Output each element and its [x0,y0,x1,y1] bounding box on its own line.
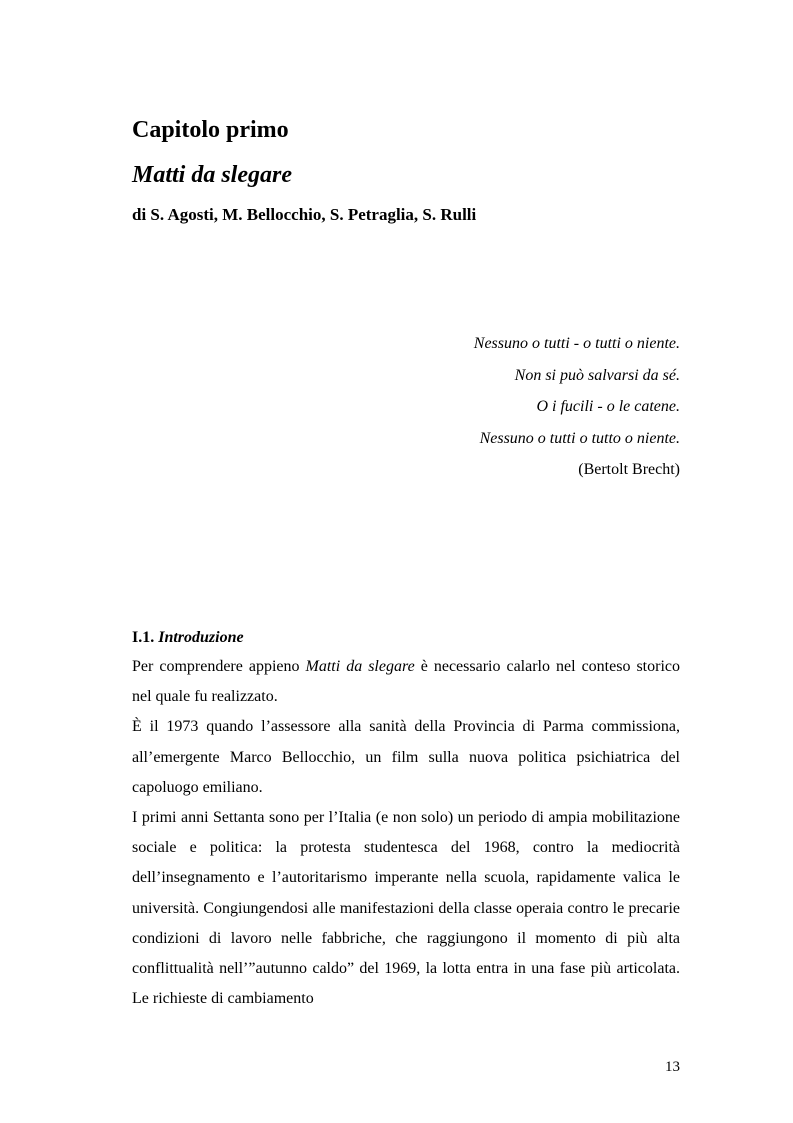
section-number: I.1. [132,629,155,646]
paragraph: È il 1973 quando l’assessore alla sanità della Provincia di Parma commissiona, all’emergente Marco Bellocchio, un film sulla nuova politica psichiatrica del capoluogo emiliano. [132,718,680,796]
epigraph-line: Non si può salvarsi da sé. [514,366,680,384]
paragraph-text: è necessario calarlo nel conteso storico nel quale fu realizzato. [132,658,681,706]
epigraph-line: O i fucili - o le catene. [536,398,680,416]
section-title: Introduzione [158,629,244,646]
epigraph-line: Nessuno o tutti - o tutti o niente. [473,335,680,352]
chapter-title: Matti da slegare [132,162,292,188]
epigraph-line: Nessuno o tutti o tutto o niente. [479,429,680,447]
chapter-authors: di S. Agosti, M. Bellocchio, S. Petraglia, S. Rulli [132,205,477,224]
paragraph-text: Per comprendere appieno [132,658,306,675]
chapter-header [132,114,692,226]
paragraph: I primi anni Settanta sono per l’Italia (e non solo) un periodo di ampia mobilitazione sociale e politica: la protesta studentesca del 1968, contro la mediocrità dell’insegnamento e l’autoritarismo imperante nella scuola, rapidamente valica le università. Congiungendosi alle manifestazioni della classe operaia contro le precarie condizioni di lavoro nelle fabbriche, che raggiungono il momento di più alta conflittualità nell’”autunno caldo” del 1969, la lotta entra in una fase più articolata. Le richieste di cambiamento [132,809,680,1008]
section-heading [132,624,680,652]
epigraph-source: (Bertolt Brecht) [578,461,680,479]
chapter-label: Capitolo primo [132,117,289,143]
section-introduzione [132,624,680,1014]
epigraph [474,328,680,486]
page-number: 13 [665,1059,680,1075]
paragraph [132,652,680,712]
film-title: Matti da slegare [305,658,415,675]
